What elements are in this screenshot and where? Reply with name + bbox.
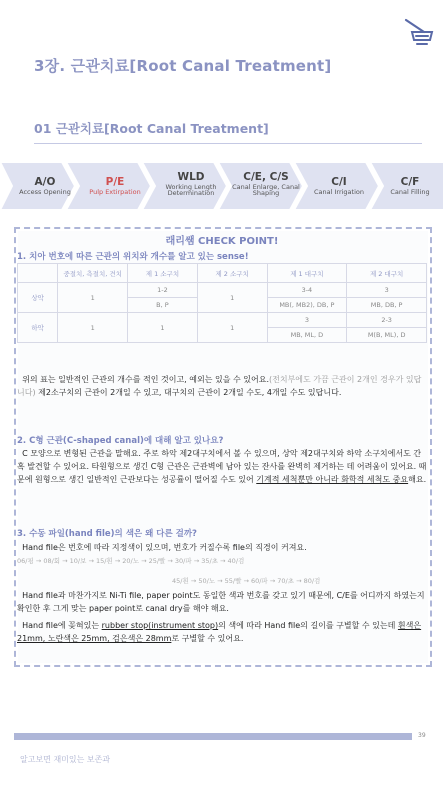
file-size-sequence-1: 06/핑 → 08/회 → 10/보 → 15/흰 → 20/노 → 25/빨 → 30/파 → 35/초 → 40/검	[17, 557, 245, 565]
table-row-lower-canals: MB, ML, D M(B, ML), D	[18, 328, 427, 343]
paragraph-1: 위의 표는 일반적인 근관의 개수를 적인 것이고, 예외는 있을 수 있어요.(전치부에도 가끔 근관이 2개인 경우가 있답니다) 제2소구치의 근관이 2개일 수 있고, 대구치의 근관이 2개일 수도, 4개일 수도 있답니다.	[17, 375, 422, 397]
step-canal-filling: C/F Canal Filling	[390, 176, 430, 196]
step-canal-enlarge: C/E, C/S Canal Enlarge, Canal Shaping	[232, 171, 300, 197]
step-pulp-extirpation: P/E Pulp Extirpation	[89, 176, 141, 196]
question-3-heading: 3. 수동 파일(hand file)의 색은 왜 다른 걸까?	[17, 529, 197, 539]
dental-instrument-logo-icon	[402, 14, 436, 48]
check-point-title: 래리쌤 CHECK POINT!	[165, 236, 279, 247]
question-1-heading: 1. 치아 번호에 따른 근관의 위치와 개수를 알고 있는 sense!	[17, 252, 249, 262]
table-row-lower: 하악 1 1 1 3 2-3	[18, 313, 427, 328]
paragraph-2: C 모양으로 변형된 근관을 말해요. 주로 하악 제2대구치에서 볼 수 있으며, 상악 제2대구치와 하악 소구치에서도 간혹 발견할 수 있어요. 타원형으로 생긴 C형 근관은 근관벽에 남아 있는 잔사를 완벽히 제거하는 데 어려움이 있어요. 때문에 원형으로 생긴 일반적인 근관보다는 성공률이 떨어질 수도 있어 기계적 세척뿐만 아니라 화학적 세척도 중요해요.	[17, 449, 427, 484]
step-access-opening: A/O Access Opening	[19, 176, 71, 196]
paragraph-4: Hand file과 마찬가지로 Ni-Ti file, paper point도 동일한 색과 번호를 갖고 있기 때문에, C/E를 어디까지 하였는지 확인한 후 그게 맞는 paper point로 canal dry를 해야 해요.	[17, 591, 425, 613]
footer-bar	[14, 733, 412, 740]
table-row-upper: 상악 1 1-2 1 3-4 3	[18, 283, 427, 298]
table-row-upper-canals: B, P MB(, MB2), DB, P MB, DB, P	[18, 298, 427, 313]
page-number: 39	[418, 732, 426, 739]
chapter-title: 3장. 근관치료[Root Canal Treatment]	[34, 57, 332, 75]
canal-count-table	[17, 263, 427, 343]
footer-text: 알고보면 재미있는 보존과	[20, 755, 111, 764]
step-canal-irrigation: C/I Canal Irrigation	[313, 176, 364, 196]
step-working-length: WLD Working Length Determination	[165, 171, 217, 197]
table-header-row: 중절치, 측절치, 견치 제 1 소구치 제 2 소구치 제 1 대구치 제 2 대구치	[18, 264, 427, 283]
section-divider	[34, 143, 422, 144]
file-size-sequence-2: 45/흰 → 50/노 → 55/빨 → 60/파 → 70/초 → 80/검	[172, 577, 321, 585]
treatment-steps	[0, 160, 444, 212]
paragraph-5: Hand file에 꽂혀있는 rubber stop(instrument stop)의 색에 따라 Hand file의 길이를 구별할 수 있는데 흰색은 21mm, 노란색은 25mm, 검은색은 28mm로 구별할 수 있어요.	[17, 621, 422, 643]
section-title: 01 근관치료[Root Canal Treatment]	[34, 121, 269, 136]
paragraph-3: Hand file은 번호에 따라 지정색이 있으며, 번호가 커질수록 file의 직경이 커져요.	[22, 543, 307, 552]
question-2-heading: 2. C형 근관(C-shaped canal)에 대해 알고 있나요?	[17, 436, 224, 446]
